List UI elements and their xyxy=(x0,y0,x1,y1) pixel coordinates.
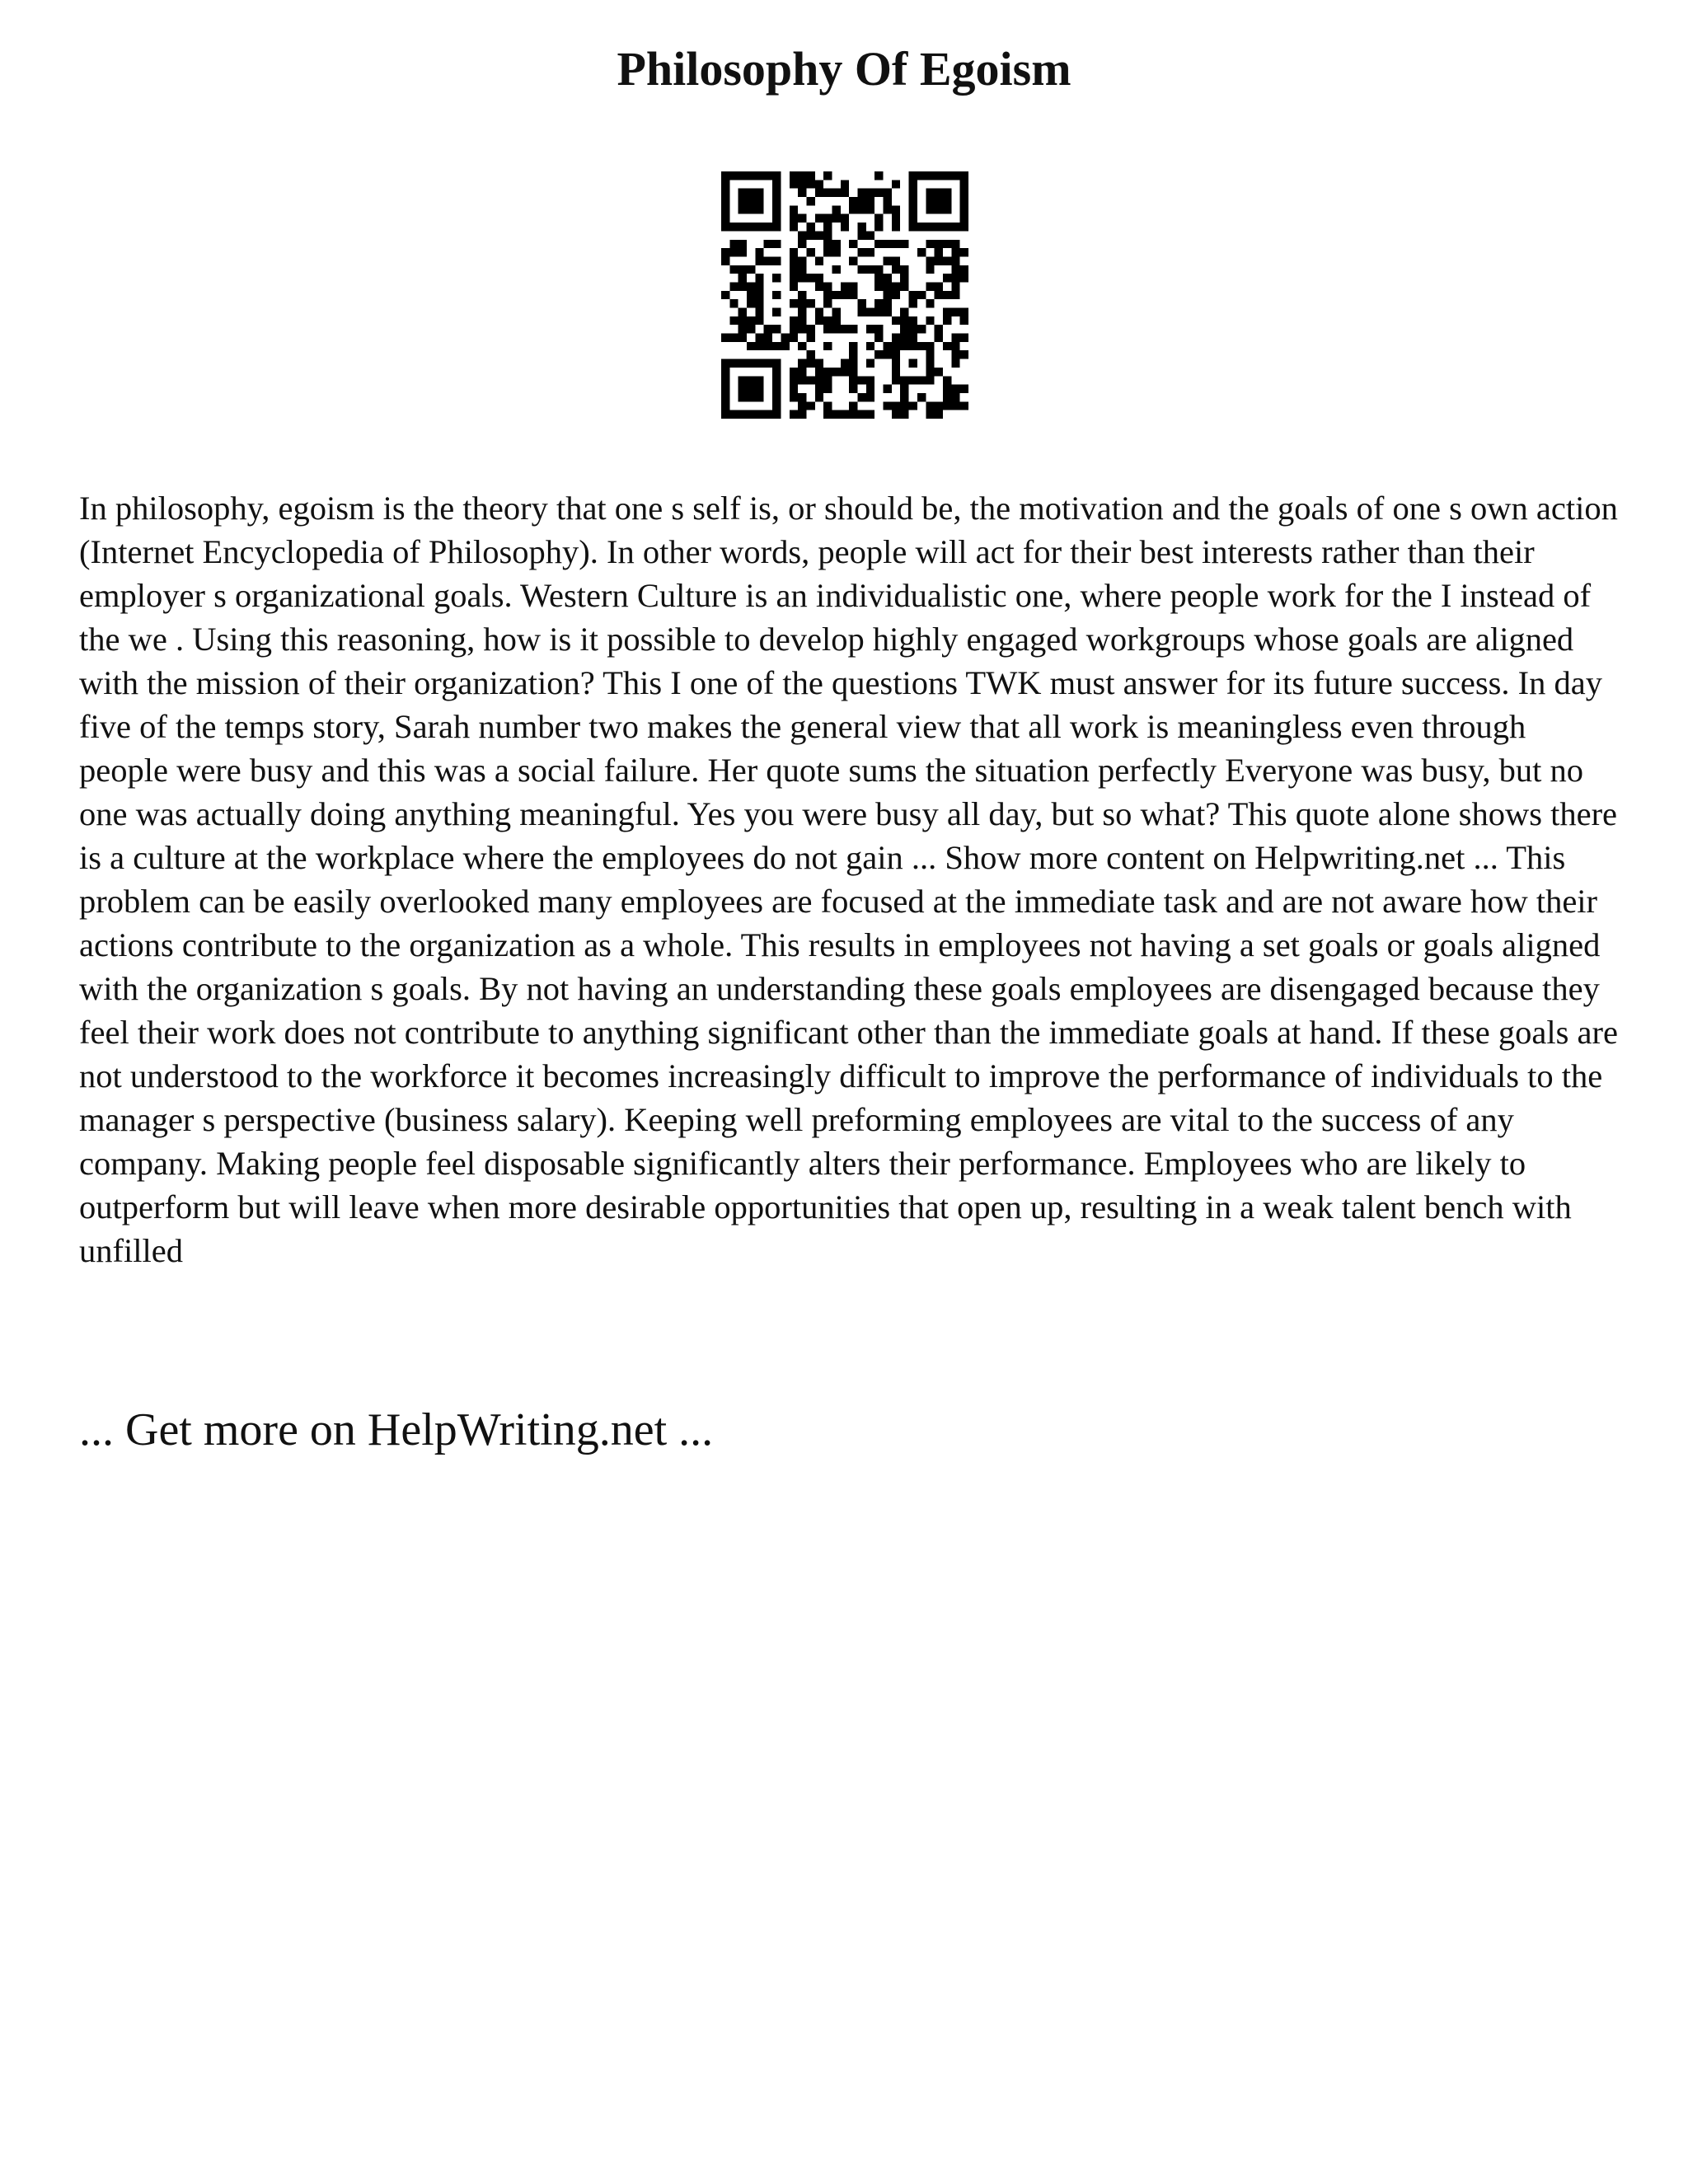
body-paragraph: In philosophy, egoism is the theory that one s self is, or should be, the motivation and the goals of one s own action (Internet Encyclopedia of Philosophy). In other words, people will act for their best interests rather than their employer s organizational goals. Western Culture is an individualistic one, where people work for the I instead of the we . Using this reasoning, how is it possible to develop highly engaged workgroups whose goals are aligned with the mission of their organization? This I one of the questions TWK must answer for its future success. In day five of the temps story, Sarah number two makes the general view that all work is meaningless even through people were busy and this was a social failure. Her quote sums the situation perfectly Everyone was busy, but no one was actually doing anything meaningful. Yes you were busy all day, but so what? This quote alone shows there is a culture at the workplace where the employees do not gain ... Show more content on Helpwriting.net ... This problem can be easily overlooked many employees are focused at the immediate task and are not aware how their actions contribute to the organization as a whole. This results in employees not having a set goals or goals aligned with the organization s goals. By not having an understanding these goals employees are disengaged because they feel their work does not contribute to anything significant other than the immediate goals at hand. If these goals are not understood to the workforce it becomes increasingly difficult to improve the performance of individuals to the manager s perspective (business salary). Keeping well preforming employees are vital to the success of any company. Making people feel disposable significantly alters their performance. Employees who are likely to outperform but will leave when more desirable opportunities that open up, resulting in a weak talent bench with unfilled xyxy=(79,490,1618,1269)
qr-code-graphic xyxy=(721,171,968,419)
qr-code-icon[interactable] xyxy=(721,171,968,419)
get-more-link[interactable]: ... Get more on HelpWriting.net ... xyxy=(79,1404,714,1455)
document-title: Philosophy Of Egoism xyxy=(617,42,1071,96)
